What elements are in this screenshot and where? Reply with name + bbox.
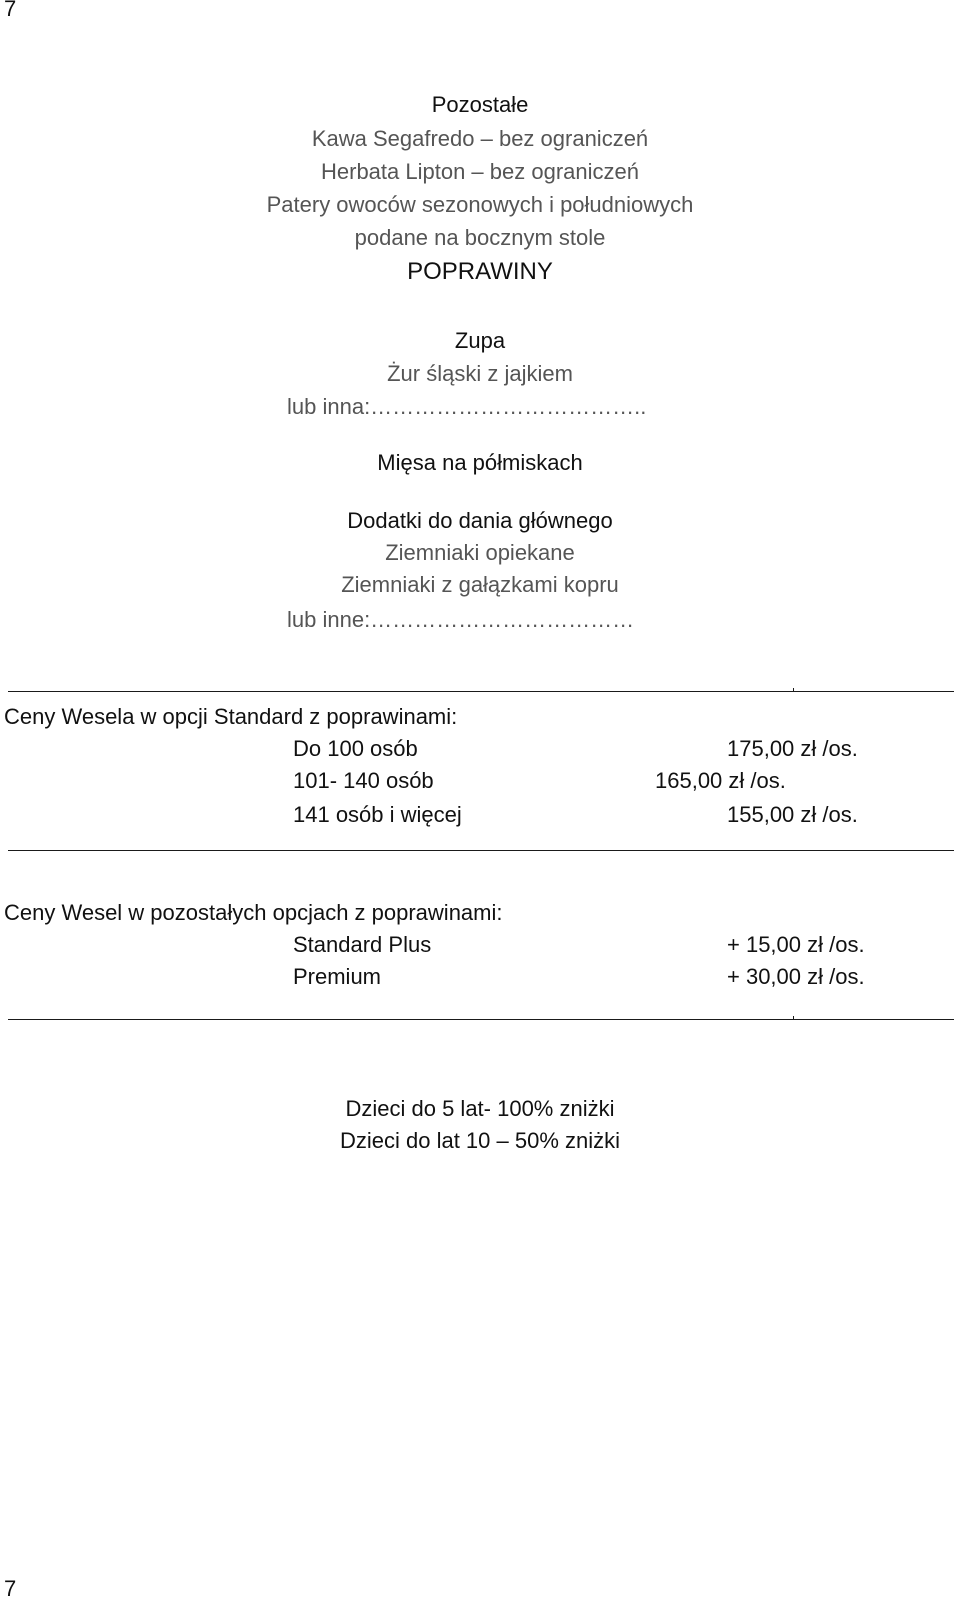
price-section-heading-standard: Ceny Wesela w opcji Standard z poprawinami: bbox=[4, 704, 458, 729]
list-item: Herbata Lipton – bez ograniczeń bbox=[321, 159, 639, 184]
list-item: Kawa Segafredo – bez ograniczeń bbox=[311, 126, 649, 151]
divider bbox=[8, 850, 954, 851]
page-number-top: 7 bbox=[4, 0, 17, 21]
price-row-value: 155,00 zł /os. bbox=[727, 802, 858, 827]
divider bbox=[8, 691, 954, 692]
children-discount-line: Dzieci do 5 lat- 100% zniżki bbox=[345, 1096, 615, 1121]
list-item: Ziemniaki z gałązkami kopru bbox=[341, 572, 619, 597]
price-row-value: 175,00 zł /os. bbox=[727, 736, 858, 761]
price-section-heading-other: Ceny Wesel w pozostałych opcjach z poprawinami: bbox=[4, 900, 503, 925]
section-heading-pozostale: Pozostałe bbox=[431, 92, 529, 117]
fill-in-line-sides: lub inne:……………………………… bbox=[287, 607, 635, 632]
divider bbox=[8, 1019, 954, 1020]
price-row-label: Do 100 osób bbox=[293, 736, 418, 761]
section-heading-miesa: Mięsa na półmiskach bbox=[377, 450, 583, 475]
list-item: Patery owoców sezonowych i południowych bbox=[266, 192, 694, 217]
price-row-label: 141 osób i więcej bbox=[293, 802, 462, 827]
list-item: podane na bocznym stole bbox=[354, 225, 606, 250]
section-heading-zupa: Zupa bbox=[454, 328, 506, 353]
price-row-label: Standard Plus bbox=[293, 932, 432, 957]
price-row-label: 101- 140 osób bbox=[293, 768, 434, 793]
page-title-poprawiny: POPRAWINY bbox=[407, 258, 553, 285]
list-item: Ziemniaki opiekane bbox=[385, 540, 575, 565]
price-row-value: + 15,00 zł /os. bbox=[727, 932, 865, 957]
list-item: Żur śląski z jajkiem bbox=[387, 361, 573, 386]
section-heading-dodatki: Dodatki do dania głównego bbox=[347, 508, 613, 533]
price-row-value: + 30,00 zł /os. bbox=[727, 964, 865, 989]
children-discount-line: Dzieci do lat 10 – 50% zniżki bbox=[339, 1128, 621, 1153]
price-row-value: 165,00 zł /os. bbox=[655, 768, 786, 793]
fill-in-line-soup: lub inna:……………………………….. bbox=[287, 394, 647, 419]
page-number-bottom: 7 bbox=[4, 1576, 17, 1601]
price-row-label: Premium bbox=[293, 964, 382, 989]
